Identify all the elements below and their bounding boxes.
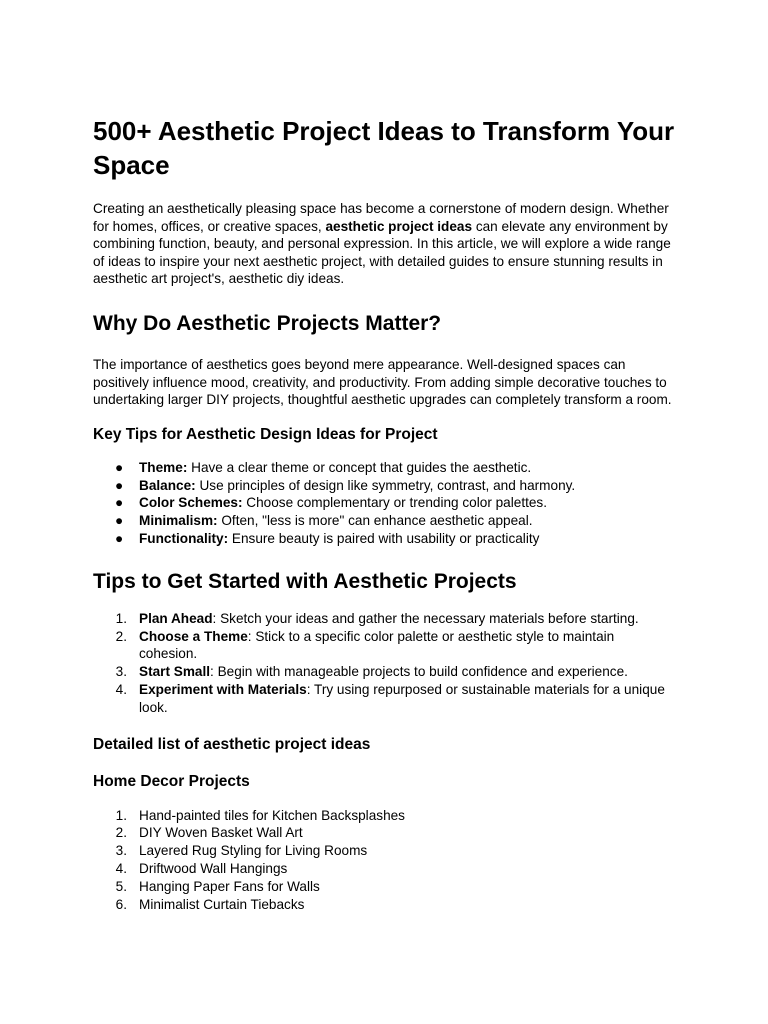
home-decor-text: Minimalist Curtain Tiebacks [139, 896, 305, 912]
get-started-item [93, 681, 675, 717]
bullet-marker: ● [115, 530, 124, 546]
intro-text-after: can elevate any environment by combining function, beauty, and personal expression. In this article, we will explore a wide range of ideas to inspire your next aesthetic project, with detailed guides to ensure stunning results in aesthetic art project's, aesthetic diy ideas. [93, 218, 671, 287]
get-started-term: Start Small [139, 664, 211, 680]
key-tip-term: Balance: [139, 477, 196, 493]
intro-bold-phrase: aesthetic project ideas [325, 218, 473, 234]
get-started-list [93, 610, 675, 717]
intro-text-before: Creating an aesthetically pleasing space has become a cornerstone of modern design. Whether for homes, offices, or creative spaces, [93, 201, 669, 234]
get-started-item [93, 610, 675, 628]
key-tip-text: Use principles of design like symmetry, contrast, and harmony. [195, 477, 576, 493]
bullet-marker: ● [115, 513, 124, 529]
key-tip-term: Minimalism: [139, 513, 218, 529]
bullet-marker: ● [115, 477, 124, 493]
home-decor-text: Driftwood Wall Hangings [139, 860, 288, 876]
key-tip-item [93, 477, 675, 495]
why-heading: Why Do Aesthetic Projects Matter? [93, 311, 442, 335]
key-tip-term: Functionality: [139, 530, 229, 546]
get-started-text: : Try using repurposed or sustainable materials for a unique look. [139, 681, 665, 715]
detailed-list-heading: Detailed list of aesthetic project ideas [93, 735, 371, 753]
list-number: 1. [115, 807, 127, 823]
home-decor-text: Layered Rug Styling for Living Rooms [139, 843, 368, 859]
get-started-item [93, 628, 675, 664]
intro-paragraph [93, 200, 675, 288]
get-started-item [93, 663, 675, 681]
bullet-marker: ● [115, 495, 124, 511]
key-tips-list [93, 459, 675, 548]
home-decor-heading: Home Decor Projects [93, 772, 250, 790]
key-tip-item [93, 530, 675, 548]
key-tip-text: Ensure beauty is paired with usability or practicality [228, 530, 540, 546]
key-tip-text: Often, "less is more" can enhance aesthetic appeal. [217, 513, 533, 529]
key-tip-item [93, 459, 675, 477]
list-number: 1. [115, 610, 127, 626]
get-started-term: Experiment with Materials [139, 681, 307, 697]
get-started-text: : Begin with manageable projects to build confidence and experience. [210, 664, 628, 680]
why-paragraph: The importance of aesthetics goes beyond mere appearance. Well-designed spaces can positively influence mood, creativity, and productivity. From adding simple decorative touches to undertaking larger DIY projects, thoughtful aesthetic upgrades can completely transform a room. [93, 356, 672, 408]
key-tips-heading: Key Tips for Aesthetic Design Ideas for Project [93, 425, 438, 443]
get-started-text: : Sketch your ideas and gather the necessary materials before starting. [212, 610, 639, 626]
key-tip-item [93, 512, 675, 530]
list-number: 4. [115, 860, 127, 876]
home-decor-item [93, 824, 675, 842]
list-number: 2. [115, 628, 127, 644]
get-started-text: : Stick to a specific color palette or aesthetic style to maintain cohesion. [139, 628, 615, 662]
home-decor-text: DIY Woven Basket Wall Art [139, 825, 303, 841]
home-decor-item [93, 896, 675, 914]
home-decor-text: Hand-painted tiles for Kitchen Backsplashes [139, 807, 405, 823]
list-number: 3. [115, 843, 127, 859]
list-number: 2. [115, 825, 127, 841]
page-title: 500+ Aesthetic Project Ideas to Transform Your Space [93, 116, 675, 180]
home-decor-item [93, 842, 675, 860]
list-number: 4. [115, 681, 127, 697]
list-number: 5. [115, 878, 127, 894]
get-started-term: Choose a Theme [139, 628, 248, 644]
home-decor-item [93, 878, 675, 896]
home-decor-item [93, 807, 675, 825]
key-tip-item [93, 494, 675, 512]
home-decor-item [93, 860, 675, 878]
list-number: 6. [115, 896, 127, 912]
key-tip-text: Have a clear theme or concept that guides the aesthetic. [187, 459, 532, 475]
get-started-heading: Tips to Get Started with Aesthetic Projects [93, 569, 517, 593]
key-tip-text: Choose complementary or trending color palettes. [242, 495, 548, 511]
list-number: 3. [115, 664, 127, 680]
home-decor-list [93, 807, 675, 914]
bullet-marker: ● [115, 459, 124, 475]
key-tip-term: Color Schemes: [139, 495, 243, 511]
key-tip-term: Theme: [139, 459, 188, 475]
home-decor-text: Hanging Paper Fans for Walls [139, 878, 320, 894]
get-started-term: Plan Ahead [139, 610, 213, 626]
